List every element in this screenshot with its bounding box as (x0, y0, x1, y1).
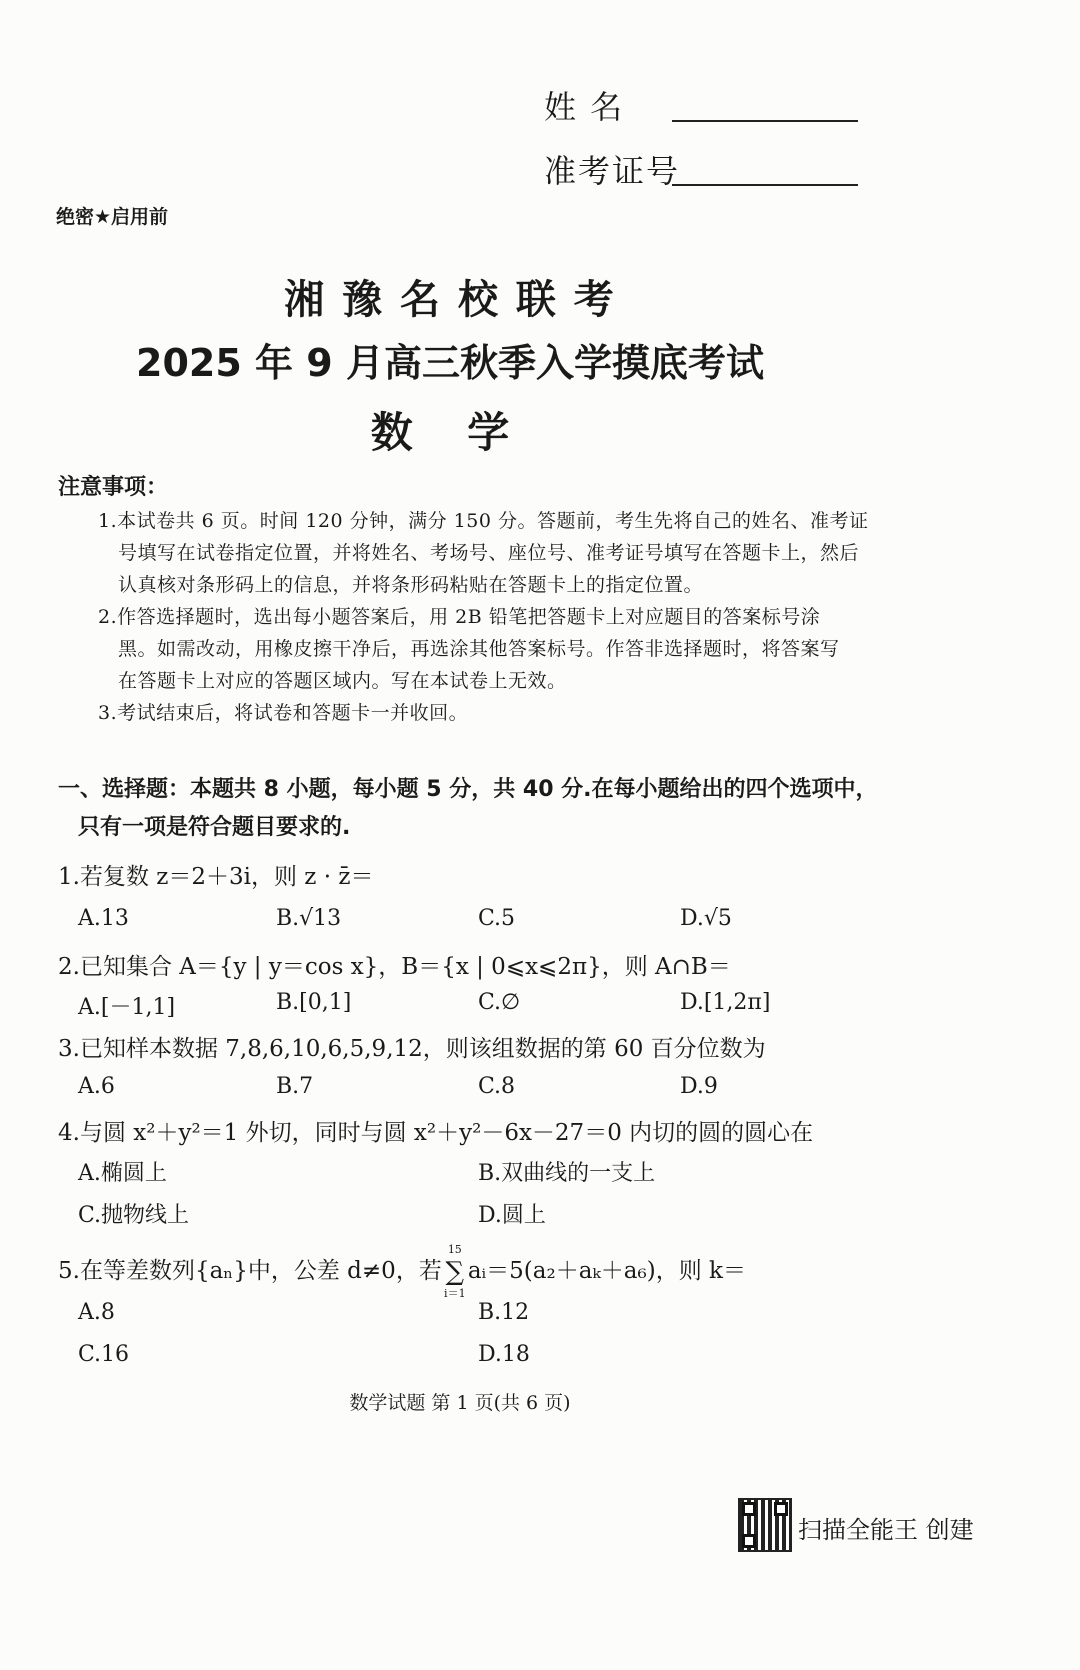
q3-option-a: A.6 (78, 1074, 115, 1099)
q2-option-b: B.[0,1] (276, 990, 352, 1015)
note-line: 2.作答选择题时，选出每小题答案后，用 2B 铅笔把答题卡上对应题目的答案标号涂 (98, 606, 821, 628)
note-line: 号填写在试卷指定位置，并将姓名、考场号、座位号、准考证号填写在答题卡上，然后 (118, 542, 860, 564)
q4-option-a: A.椭圆上 (78, 1161, 167, 1186)
question-4-stem: 4.与圆 x²＋y²＝1 外切，同时与圆 x²＋y²－6x－27＝0 内切的圆的圆心在 (58, 1120, 814, 1146)
qr-code-icon (738, 1498, 792, 1552)
question-5-stem (58, 1243, 746, 1300)
scanner-watermark: 扫描全能王 创建 (798, 1516, 974, 1544)
q5-option-d: D.18 (478, 1342, 530, 1367)
name-label: 姓 名 (544, 88, 625, 126)
summation-symbol: 15 ∑ i＝1 (442, 1257, 468, 1287)
q2-option-c: C.∅ (478, 990, 521, 1015)
question-3-stem: 3.已知样本数据 7,8,6,10,6,5,9,12，则该组数据的第 60 百分位数为 (58, 1036, 766, 1062)
q1-option-d: D.√5 (680, 906, 732, 931)
q5-option-b: B.12 (478, 1300, 530, 1325)
question-2-stem: 2.已知集合 A＝{y | y＝cos x}，B＝{x | 0⩽x⩽2π}，则 A∩B＝ (58, 954, 731, 980)
q1-option-a: A.13 (78, 906, 129, 931)
notes-heading: 注意事项： (58, 475, 169, 500)
q3-option-d: D.9 (680, 1074, 718, 1099)
q2-option-a: A.[－1,1] (78, 995, 176, 1020)
note-line: 3.考试结束后，将试卷和答题卡一并收回。 (98, 702, 469, 724)
q4-option-c: C.抛物线上 (78, 1203, 190, 1228)
note-line: 认真核对条形码上的信息，并将条形码粘贴在答题卡上的指定位置。 (118, 574, 704, 596)
q5-option-c: C.16 (78, 1342, 130, 1367)
q4-option-b: B.双曲线的一支上 (478, 1161, 656, 1186)
exam-title: 2025 年 9 月高三秋季入学摸底考试 (136, 341, 764, 385)
exam-id-label: 准考证号 (544, 152, 681, 190)
q1-option-c: C.5 (478, 906, 516, 931)
name-line (672, 120, 858, 122)
q5-option-a: A.8 (78, 1300, 115, 1325)
q5-stem-pre: 5.在等差数列{aₙ}中，公差 d≠0，若 (58, 1258, 442, 1284)
q2-option-d: D.[1,2π] (680, 990, 771, 1015)
secret-mark: 绝密★启用前 (56, 206, 169, 228)
q3-option-c: C.8 (478, 1074, 516, 1099)
question-1-stem: 1.若复数 z＝2＋3i，则 z · z̄＝ (58, 864, 374, 890)
q4-option-d: D.圆上 (478, 1203, 546, 1228)
subject-title: 数 学 (370, 408, 530, 457)
note-line: 在答题卡上对应的答题区域内。写在本试卷上无效。 (118, 670, 567, 692)
q1-option-b: B.√13 (276, 906, 342, 931)
sum-upper-limit: 15 (447, 1243, 462, 1256)
section-heading-cont: 只有一项是符合题目要求的. (78, 815, 351, 840)
section-heading: 一、选择题：本题共 8 小题，每小题 5 分，共 40 分.在每小题给出的四个选项中， (58, 777, 878, 802)
page-footer: 数学试题 第 1 页(共 6 页) (349, 1392, 571, 1414)
exam-id-line (672, 184, 858, 186)
exam-organizer-title: 湘 豫 名 校 联 考 (284, 277, 616, 323)
q3-option-b: B.7 (276, 1074, 314, 1099)
q5-stem-post: aᵢ＝5(a₂＋aₖ＋a₆)，则 k＝ (467, 1258, 746, 1284)
note-line: 黑。如需改动，用橡皮擦干净后，再选涂其他答案标号。作答非选择题时，将答案写 (118, 638, 840, 660)
note-line: 1.本试卷共 6 页。时间 120 分钟，满分 150 分。答题前，考生先将自己的姓名、准考证 (98, 510, 869, 532)
sum-lower-limit: i＝1 (444, 1287, 466, 1300)
